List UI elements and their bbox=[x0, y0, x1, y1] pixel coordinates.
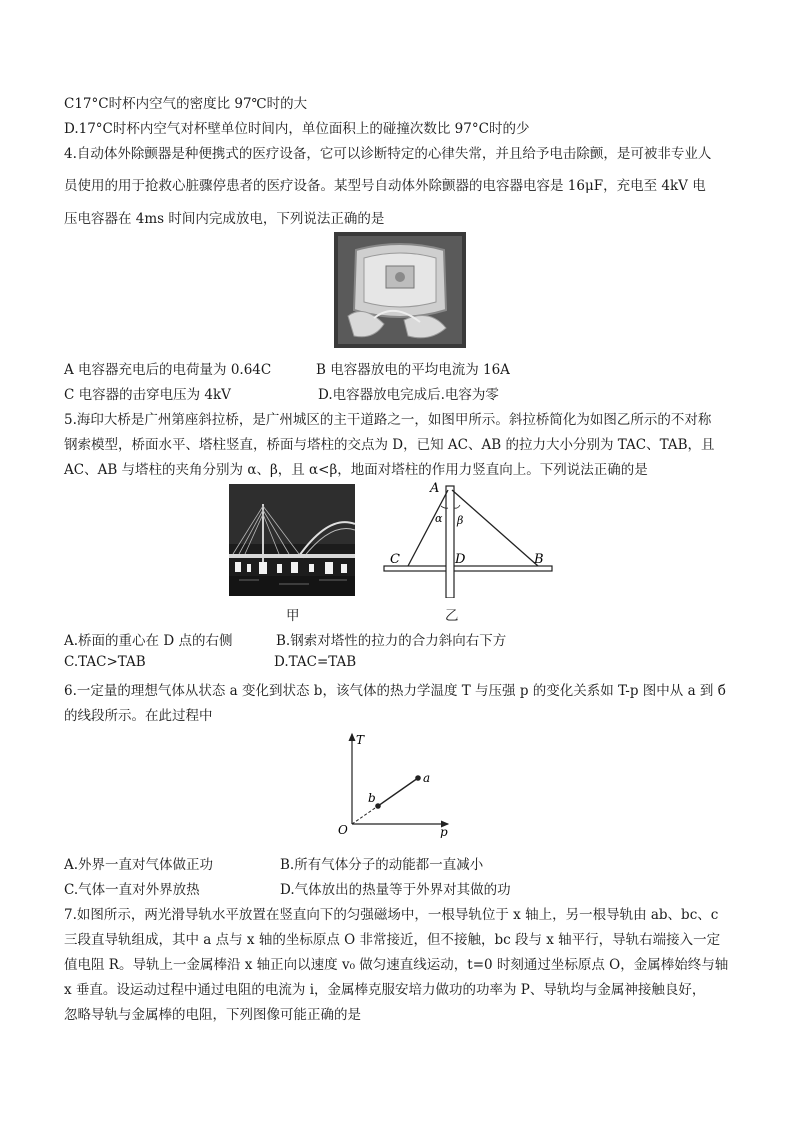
q4-option-c: C 电容器的击穿电压为 4kV bbox=[64, 387, 231, 403]
q6-stem-1: 6.一定量的理想气体从状态 a 变化到状态 b，该气体的热力学温度 T 与压强 p 的变化关系如 T-p 图中从 a 到 б bbox=[64, 683, 726, 699]
q5-option-b: B.钢索对塔性的拉力的合力斜向右下方 bbox=[276, 633, 507, 649]
q7-stem-1: 7.如图所示，两光滑导轨水平放置在竖直向下的匀强磁场中，一根导轨位于 x 轴上，另一根导轨由 ab、bc、c bbox=[64, 907, 719, 923]
point-b-label: b bbox=[368, 791, 376, 805]
label-C: C bbox=[390, 552, 400, 567]
option-c-q3: C17°C时杯内空气的密度比 97℃时的大 bbox=[64, 96, 308, 112]
q5-stem-1: 5.海印大桥是广州第座斜拉桥，是广州城区的主干道路之一，如图甲所示。斜拉桥简化为如图乙所示的不对称 bbox=[64, 412, 712, 428]
q7-stem-4: x 垂直。设运动过程中通过电阻的电流为 i，金属棒克服安培力做功的功率为 P、导轨均与金属神接触良好， bbox=[64, 982, 706, 998]
origin-label: O bbox=[338, 823, 348, 837]
q7-stem-2: 三段直导轨组成，其中 a 点与 x 轴的坐标原点 O 非常接近，但不接触，bc 段与 x 轴平行，导轨右端接入一定 bbox=[64, 932, 721, 948]
label-B: B bbox=[534, 552, 544, 567]
q4-stem-1: 4.自动体外除颤器是种便携式的医疗设备，它可以诊断特定的心律失常，并且给予电击除颤，是可被非专业人 bbox=[64, 146, 712, 162]
point-a-label: a bbox=[423, 771, 431, 785]
t-p-graph bbox=[330, 726, 454, 838]
q5-stem-3: AC、AB 与塔柱的夹角分别为 α、β，且 α<β，地面对塔柱的作用力竖直向上。下列说法正确的是 bbox=[64, 462, 648, 478]
q5-stem-2: 钢索模型，桥面水平、塔柱竖直，桥面与塔柱的交点为 D，已知 AC、AB 的拉力大小分别为 TAC、TAB，且 bbox=[64, 437, 715, 453]
label-beta: β bbox=[457, 514, 464, 527]
q6-option-b: B.所有气体分子的动能都一直减小 bbox=[280, 857, 484, 873]
defibrillator-photo bbox=[334, 232, 466, 348]
q6-option-c: C.气体一直对外界放热 bbox=[64, 882, 200, 898]
axis-T-label: T bbox=[356, 733, 365, 747]
q7-stem-5: 忽略导轨与金属棒的电阻，下列图像可能正确的是 bbox=[64, 1007, 361, 1023]
q5-option-a: A.桥面的重心在 D 点的右侧 bbox=[64, 633, 233, 649]
q6-option-d: D.气体放出的热量等于外界对其做的功 bbox=[280, 882, 511, 898]
bridge-photo bbox=[229, 484, 355, 596]
q4-option-b: B 电容器放电的平均电流为 16A bbox=[316, 362, 510, 378]
label-D: D bbox=[455, 552, 466, 567]
q4-option-d: D.电容器放电完成后.电容为零 bbox=[318, 387, 499, 403]
label-A: A bbox=[430, 481, 440, 496]
q5-option-d: D.TAC=TAB bbox=[274, 654, 357, 670]
bridge-diagram bbox=[378, 478, 558, 598]
q7-stem-3: 值电阻 R。导轨上一金属棒沿 x 轴正向以速度 v₀ 做匀速直线运动，t=0 时刻通过坐标原点 O，金属棒始终与轴 bbox=[64, 957, 729, 973]
q6-stem-2: 的线段所示。在此过程中 bbox=[64, 708, 213, 724]
caption-jia: 甲 bbox=[286, 608, 300, 624]
axis-p-label: p bbox=[440, 825, 448, 838]
q5-option-c: C.TAC>TAB bbox=[64, 654, 146, 670]
label-alpha: α bbox=[435, 512, 443, 525]
q4-option-a: A 电容器充电后的电荷量为 0.64C bbox=[64, 362, 272, 378]
option-d-q3: D.17°C时杯内空气对杯壁单位时间内，单位面积上的碰撞次数比 97°C时的少 bbox=[64, 121, 530, 137]
q4-stem-3: 压电容器在 4ms 时间内完成放电，下列说法正确的是 bbox=[64, 211, 385, 227]
q6-option-a: A.外界一直对气体做正功 bbox=[64, 857, 214, 873]
q4-stem-2: 员使用的用于抢救心脏骤停患者的医疗设备。某型号自动体外除颤器的电容器电容是 16μF，充电至 4kV 电 bbox=[64, 178, 706, 194]
caption-yi: 乙 bbox=[445, 608, 459, 624]
